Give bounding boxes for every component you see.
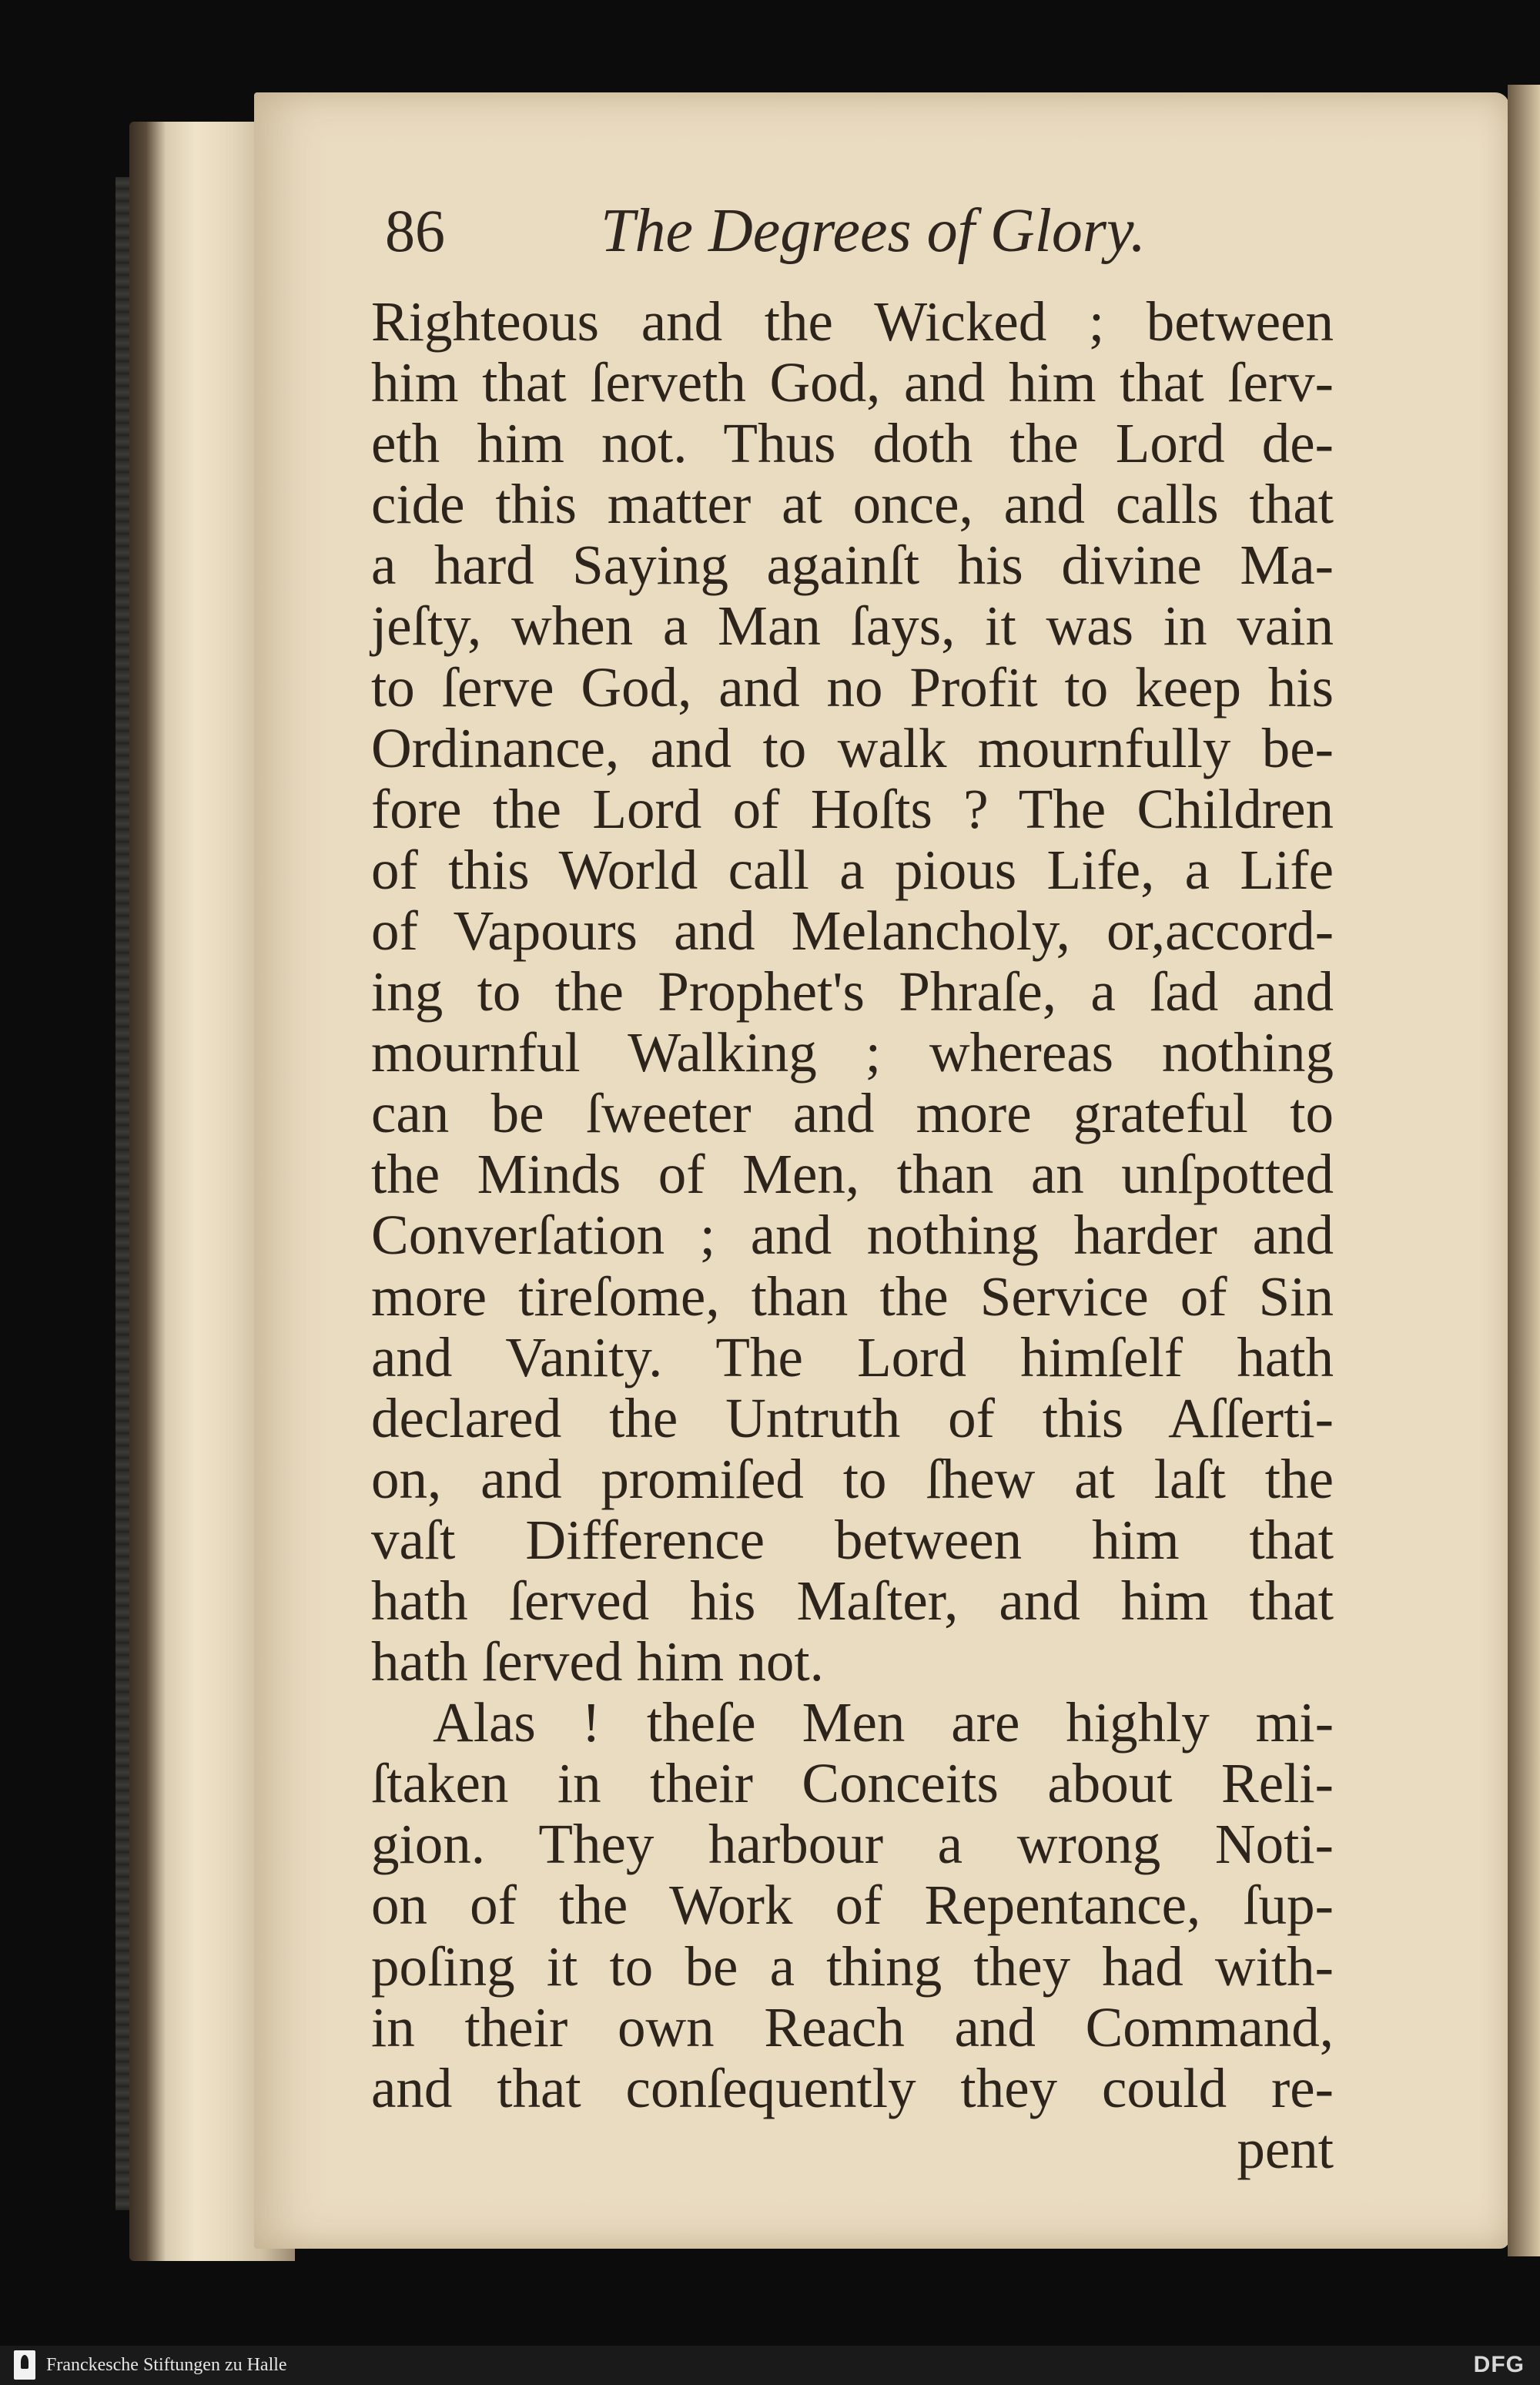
text-line: on of the Work of Repentance, ſup- <box>371 1874 1334 1937</box>
text-line: ing to the Prophet's Phraſe, a ſad and <box>371 960 1334 1023</box>
text-line: in their own Reach and Command, <box>371 1995 1334 2058</box>
text-line: and Vanity. The Lord himſelf hath <box>371 1325 1334 1388</box>
facing-page-edge <box>1508 85 1540 2256</box>
text-line: fore the Lord of Hoſts ? The Children <box>371 777 1334 840</box>
running-title: The Degrees of Glory. <box>601 197 1147 265</box>
text-line: more tireſome, than the Service of Sin <box>371 1265 1334 1328</box>
text-line: vaſt Difference between him that <box>371 1508 1334 1571</box>
text-line: can be ſweeter and more grateful to <box>371 1082 1334 1145</box>
text-line: Ordinance, and to walk mournfully be- <box>371 716 1334 779</box>
text-line: of Vapours and Melancholy, or,accord- <box>371 899 1334 962</box>
text-line: mournful Walking ; whereas nothing <box>371 1021 1334 1084</box>
text-line: Righteous and the Wicked ; between <box>371 290 1334 353</box>
text-line: declared the Untruth of this Aſſerti- <box>371 1386 1334 1449</box>
text-line: Converſation ; and nothing harder and <box>371 1204 1334 1267</box>
text-line: hath ſerved him not. <box>371 1630 824 1693</box>
dfg-logo: DFG <box>1473 2352 1525 2377</box>
library-logo-icon <box>14 2350 35 2380</box>
text-line: cide this matter at once, and calls that <box>371 473 1334 536</box>
text-line: the Minds of Men, than an unſpotted <box>371 1143 1334 1206</box>
text-line: eth him not. Thus doth the Lord de- <box>371 412 1334 475</box>
text-line: hath ſerved his Maſter, and him that <box>371 1569 1334 1632</box>
page-number: 86 <box>385 197 445 264</box>
text-line: ſtaken in their Conceits about Reli- <box>371 1752 1334 1815</box>
text-line: jeſty, when a Man ſays, it was in vain <box>371 595 1334 658</box>
text-line: of this World call a pious Life, a Life <box>371 838 1334 901</box>
text-line: him that ſerveth God, and him that ſerv- <box>371 351 1334 414</box>
text-line: a hard Saying againſt his divine Ma- <box>371 534 1334 597</box>
page-header <box>385 196 1340 281</box>
library-name: Franckesche Stiftungen zu Halle <box>46 2355 287 2375</box>
viewer-footer <box>0 2346 1540 2385</box>
text-line: on, and promiſed to ſhew at laſt the <box>371 1447 1334 1510</box>
catchword: pent <box>1237 2117 1334 2180</box>
text-line: Alas ! theſe Men are highly mi- <box>433 1691 1334 1754</box>
body-text <box>371 291 1334 2179</box>
text-line: and that conſequently they could re- <box>371 2056 1334 2119</box>
text-line: to ſerve God, and no Profit to keep his <box>371 655 1334 719</box>
text-line: poſing it to be a thing they had with- <box>371 1934 1334 1998</box>
text-line: gion. They harbour a wrong Noti- <box>371 1813 1334 1876</box>
